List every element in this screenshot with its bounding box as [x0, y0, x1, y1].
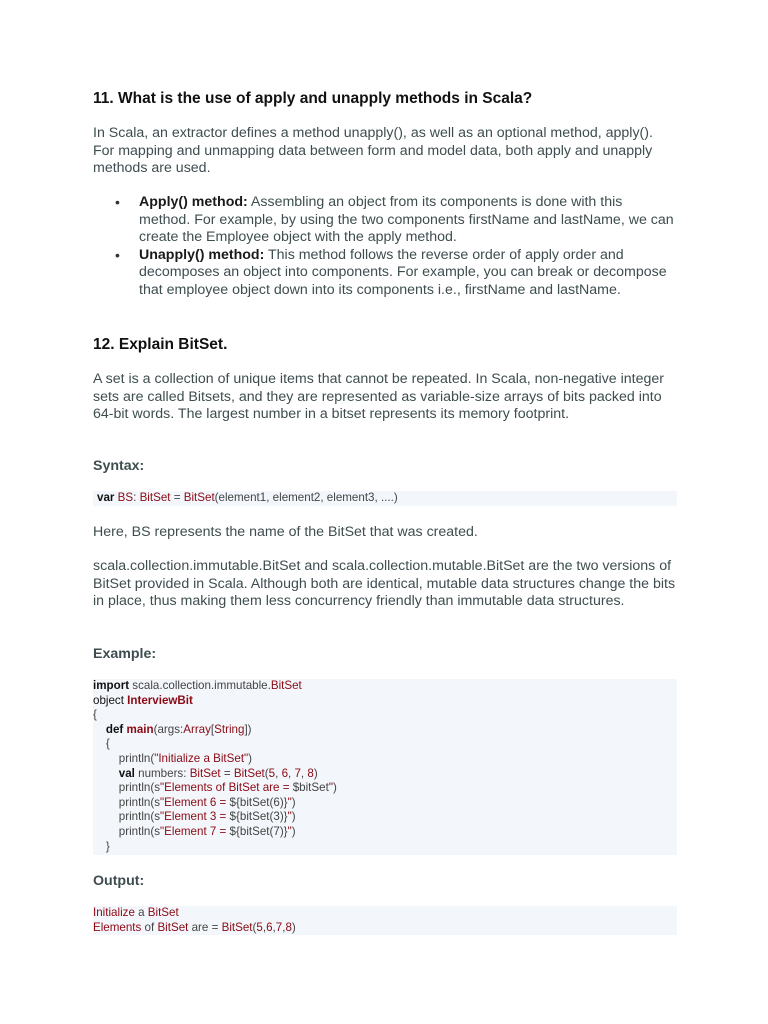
code-type: BitSet — [139, 491, 171, 504]
question-12-intro: A set is a collection of unique items that cannot be repeated. In Scala, non-negative integer sets are called Bitsets, and they are represented as variable-size arrays of bits packed into 64-bit words. The largest number in a bitset represents its memory footprint. — [93, 371, 665, 422]
output-label: Output: — [93, 873, 145, 889]
apply-unapply-list — [93, 194, 677, 299]
output-block: Initialize a BitSet Elements of BitSet are = BitSet(5,6,7,8) — [93, 906, 677, 935]
example-label: Example: — [93, 646, 157, 662]
code-colon: : — [133, 491, 140, 504]
example-code-block: import scala.collection.immutable.BitSet object InterviewBit { def main(args:Array[String]) { println("Initialize a BitSet") val numbers: BitSet = BitSet(5, 6, 7, 8) println(s"Elements of BitSet are = $bitSet") println(s"Element 6 = ${bitSet(6)}") println(s"Element 3 = ${bitSet(3)}") println(s"Element 7 = ${bitSet(7)}") } — [93, 679, 677, 855]
code-equals: = — [170, 491, 184, 504]
syntax-label: Syntax: — [93, 458, 145, 474]
list-item-term: Unapply() method: — [139, 246, 265, 263]
list-item-text: Assembling an object from its components is done with this method. For example, by using the two components firstName and lastName, we can create the Employee object with the apply method. — [139, 194, 674, 245]
question-12-heading: 12. Explain BitSet. — [93, 336, 228, 353]
list-item-term: Apply() method: — [139, 194, 248, 210]
list-item — [139, 247, 677, 300]
question-11-intro: In Scala, an extractor defines a method unapply(), as well as an optional method, apply(). For mapping and unmapping data between form and model data, both apply and unapply methods are used. — [93, 125, 653, 176]
syntax-code-block — [93, 491, 677, 506]
code-identifier: BS — [117, 491, 134, 504]
code-arguments: (element1, element2, element3, ....) — [214, 491, 398, 504]
code-constructor: BitSet — [183, 491, 215, 504]
code-keyword: var — [97, 491, 115, 504]
question-11-heading: 11. What is the use of apply and unapply methods in Scala? — [93, 90, 533, 107]
bitset-name-paragraph: Here, BS represents the name of the BitSet that was created. — [93, 524, 478, 540]
list-item — [139, 194, 677, 247]
bitset-versions-paragraph: scala.collection.immutable.BitSet and scala.collection.mutable.BitSet are the two versions of BitSet provided in Scala. Although both are identical, mutable data structures change the bits in place, thus making them less concurrency friendly than immutable data structures. — [93, 558, 676, 609]
list-item-text: This method follows the reverse order of apply order and decomposes an object into components. For example, you can break or decompose that employee object down into its components i.e., firstName and lastName. — [139, 246, 667, 298]
